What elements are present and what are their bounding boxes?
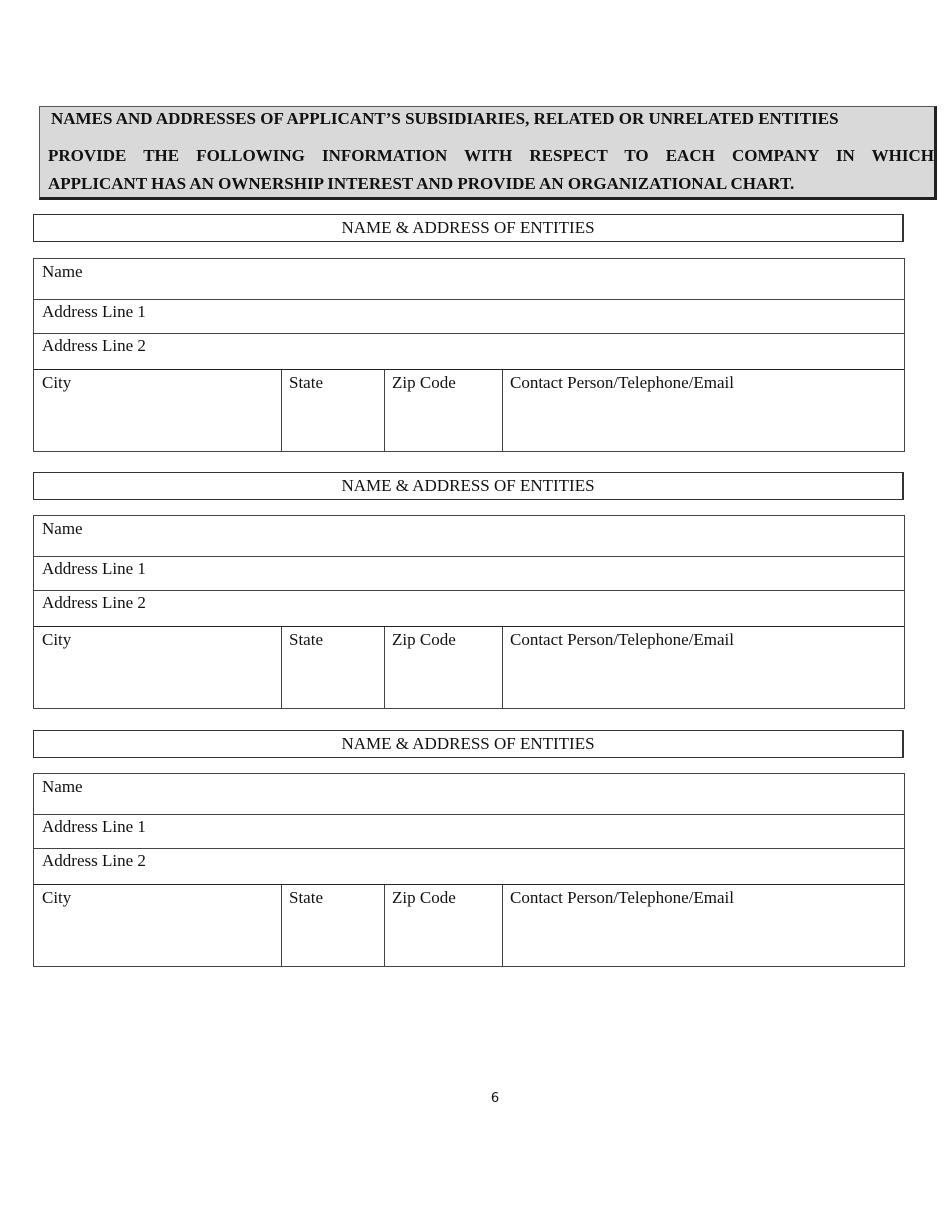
state-label: State — [289, 888, 323, 907]
contact-label: Contact Person/Telephone/Email — [510, 630, 735, 649]
state-label: State — [289, 630, 323, 649]
zip-code-label: Zip Code — [392, 373, 456, 392]
city-state-zip-row — [34, 884, 904, 966]
form-title: NAMES AND ADDRESSES OF APPLICANT’S SUBSIDIARIES, RELATED OR UNRELATED ENTITIES — [51, 109, 839, 128]
name-label: Name — [42, 777, 83, 796]
form-header — [39, 106, 937, 200]
address-line-1-label: Address Line 1 — [42, 559, 146, 578]
address-line-1-field[interactable] — [34, 299, 904, 334]
contact-label: Contact Person/Telephone/Email — [510, 888, 735, 907]
name-field[interactable] — [34, 774, 904, 815]
address-line-2-label: Address Line 2 — [42, 593, 146, 612]
city-field[interactable] — [34, 370, 282, 451]
address-line-2-field[interactable] — [34, 333, 904, 370]
address-line-2-label: Address Line 2 — [42, 851, 146, 870]
zip-code-field[interactable] — [384, 627, 503, 708]
contact-field[interactable] — [502, 370, 904, 451]
city-state-zip-row — [34, 626, 904, 708]
entity-table — [33, 258, 905, 452]
name-label: Name — [42, 262, 83, 281]
zip-code-label: Zip Code — [392, 888, 456, 907]
contact-label: Contact Person/Telephone/Email — [510, 373, 735, 392]
state-field[interactable] — [281, 370, 385, 451]
zip-code-label: Zip Code — [392, 630, 456, 649]
entity-section-title: NAME & ADDRESS OF ENTITIES — [33, 730, 904, 758]
city-label: City — [42, 630, 72, 649]
name-field[interactable] — [34, 259, 904, 300]
instruction-line-1: PROVIDE THE FOLLOWING INFORMATION WITH RESPECT TO EACH COMPANY IN WHICH — [48, 146, 934, 165]
address-line-1-field[interactable] — [34, 814, 904, 849]
name-field[interactable] — [34, 516, 904, 557]
contact-field[interactable] — [502, 627, 904, 708]
instruction-line-2: APPLICANT HAS AN OWNERSHIP INTEREST AND PROVIDE AN ORGANIZATIONAL CHART. — [48, 174, 795, 193]
city-state-zip-row — [34, 369, 904, 451]
state-field[interactable] — [281, 627, 385, 708]
zip-code-field[interactable] — [384, 370, 503, 451]
zip-code-field[interactable] — [384, 885, 503, 966]
entity-table — [33, 773, 905, 967]
address-line-1-label: Address Line 1 — [42, 302, 146, 321]
name-label: Name — [42, 519, 83, 538]
state-field[interactable] — [281, 885, 385, 966]
entity-table — [33, 515, 905, 709]
state-label: State — [289, 373, 323, 392]
entity-section-title: NAME & ADDRESS OF ENTITIES — [33, 472, 904, 500]
city-field[interactable] — [34, 885, 282, 966]
address-line-2-field[interactable] — [34, 590, 904, 627]
address-line-1-label: Address Line 1 — [42, 817, 146, 836]
address-line-2-field[interactable] — [34, 848, 904, 885]
page-number: 6 — [490, 1091, 500, 1106]
address-line-1-field[interactable] — [34, 556, 904, 591]
city-label: City — [42, 888, 72, 907]
entity-section-title: NAME & ADDRESS OF ENTITIES — [33, 214, 904, 242]
address-line-2-label: Address Line 2 — [42, 336, 146, 355]
contact-field[interactable] — [502, 885, 904, 966]
city-label: City — [42, 373, 72, 392]
city-field[interactable] — [34, 627, 282, 708]
